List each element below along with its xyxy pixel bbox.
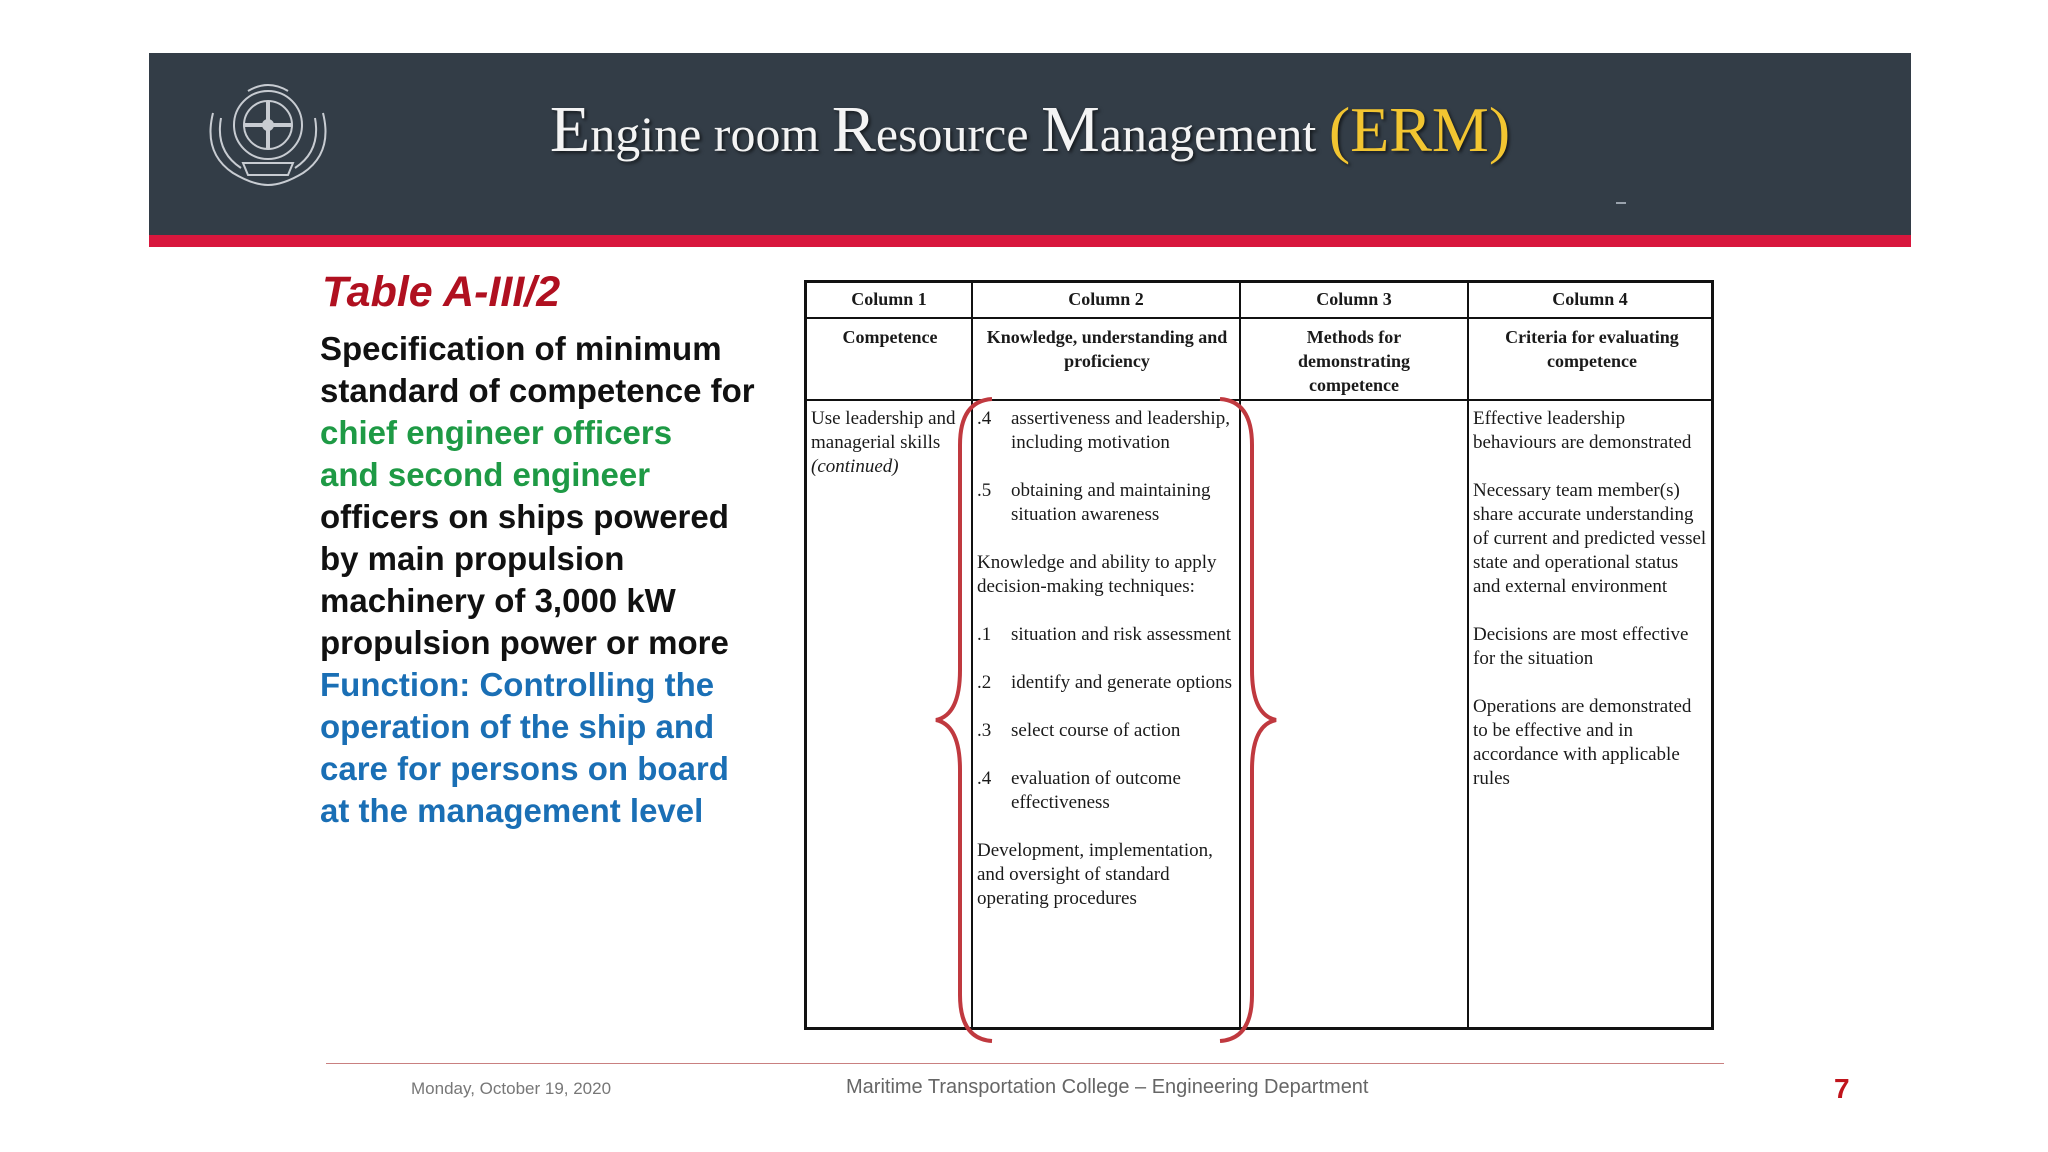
knowledge-item xyxy=(977,407,1235,455)
knowledge-items-b xyxy=(977,623,1235,815)
knowledge-paragraph: Development, implementation, and oversight of standard operating procedures xyxy=(977,840,1213,909)
knowledge-item xyxy=(977,719,1235,743)
description-line: operation of the ship and xyxy=(320,708,715,745)
item-text: assertiveness and leadership, including motivation xyxy=(1011,408,1230,453)
item-number: .4 xyxy=(977,408,992,429)
criteria-text: Decisions are most effective for the situation xyxy=(1473,624,1689,669)
title-abbreviation: (ERM) xyxy=(1328,94,1511,165)
description-line: propulsion power or more xyxy=(320,624,729,661)
column-title-4: Column 4 xyxy=(1552,289,1628,309)
item-text: situation and risk assessment xyxy=(1011,624,1232,645)
item-text: evaluation of outcome effectiveness xyxy=(1011,768,1181,813)
column-header-methods: Methods for demonstrating competence xyxy=(1298,327,1410,395)
title-word-3: Management xyxy=(1041,93,1329,166)
knowledge-item xyxy=(977,479,1235,527)
description-line: care for persons on board xyxy=(320,750,729,787)
right-brace-icon xyxy=(1212,395,1282,1045)
description-line: and second engineer xyxy=(320,456,651,493)
item-number: .2 xyxy=(977,672,992,693)
knowledge-cell xyxy=(977,407,1235,911)
table-heading: Table A-III/2 xyxy=(322,268,561,316)
knowledge-item xyxy=(977,623,1235,647)
knowledge-paragraph: Knowledge and ability to apply decision-making techniques: xyxy=(977,552,1217,597)
left-brace-icon xyxy=(930,395,1000,1045)
row-divider xyxy=(807,317,1711,319)
description-line: Specification of minimum xyxy=(320,330,722,367)
title-word-1: Engine room xyxy=(549,93,832,166)
description-line: Function: Controlling the xyxy=(320,666,715,703)
description-line: by main propulsion xyxy=(320,540,625,577)
item-text: identify and generate options xyxy=(1011,672,1233,693)
column-header-knowledge: Knowledge, understanding and proficiency xyxy=(986,327,1228,371)
column-title-2: Column 2 xyxy=(1068,289,1144,309)
continued-note: (continued) xyxy=(811,456,899,477)
item-number: .1 xyxy=(977,624,992,645)
item-number: .5 xyxy=(977,480,992,501)
banner-stripe xyxy=(149,235,1911,247)
banner-dash xyxy=(1616,202,1626,204)
description-line: at the management level xyxy=(320,792,704,829)
knowledge-item xyxy=(977,671,1235,695)
item-text: obtaining and maintaining situation awareness xyxy=(1011,480,1211,525)
column-header-criteria: Criteria for evaluating competence xyxy=(1505,327,1679,371)
item-number: .3 xyxy=(977,720,992,741)
footer-department: Maritime Transportation College – Engineering Department xyxy=(846,1076,1369,1098)
knowledge-item xyxy=(977,767,1235,815)
description-line: officers on ships powered xyxy=(320,498,729,535)
competence-text: Use leadership and managerial skills xyxy=(811,408,956,453)
title-word-2: Resource xyxy=(831,93,1042,166)
description-line: machinery of 3,000 kW xyxy=(320,582,676,619)
footer-date: Monday, October 19, 2020 xyxy=(411,1079,612,1098)
column-title-3: Column 3 xyxy=(1316,289,1392,309)
table-description xyxy=(320,328,800,832)
column-divider xyxy=(1467,283,1469,1027)
description-line: chief engineer officers xyxy=(320,414,673,451)
item-number: .4 xyxy=(977,768,992,789)
page-number: 7 xyxy=(1834,1073,1850,1104)
footer-divider xyxy=(326,1063,1724,1064)
column-header-competence: Competence xyxy=(842,327,938,347)
criteria-text: Operations are demonstrated to be effective and in accordance with applicable rules xyxy=(1473,696,1692,789)
page-title xyxy=(149,80,1911,184)
criteria-text: Effective leadership behaviours are demonstrated xyxy=(1473,408,1692,453)
description-line: standard of competence for xyxy=(320,372,755,409)
criteria-cell xyxy=(1473,407,1709,815)
knowledge-items-a xyxy=(977,407,1235,527)
column-title-1: Column 1 xyxy=(851,289,927,309)
criteria-text: Necessary team member(s) share accurate understanding of current and predicted vessel state and operational status and external environment xyxy=(1473,480,1707,597)
item-text: select course of action xyxy=(1011,720,1181,741)
